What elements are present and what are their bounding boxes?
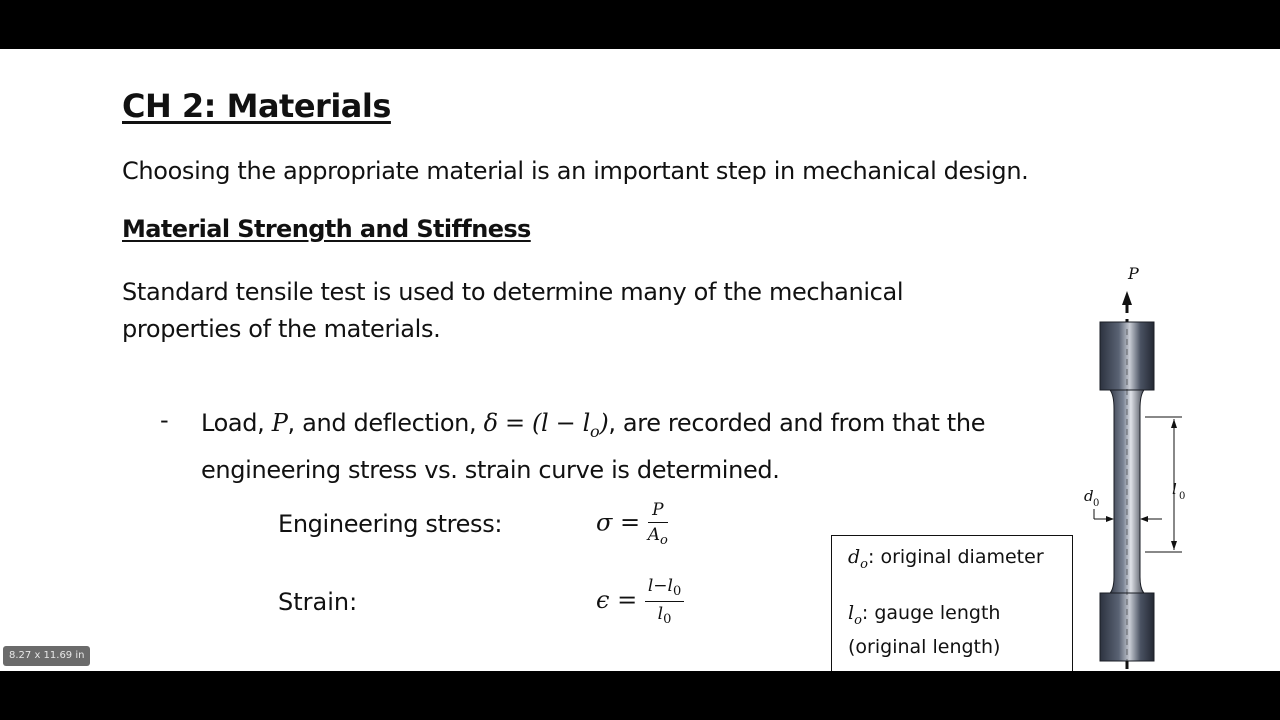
legend-l-text: : gauge length [861,602,1001,624]
stress-denominator-main: A [647,525,661,545]
load-label: P [1128,264,1139,283]
legend-gauge-length [848,602,1000,628]
legend-diameter [848,546,1044,572]
stress-formula [596,500,668,548]
stress-numerator: P [648,500,668,523]
bullet-text-load: Load, [201,409,272,437]
symbol-p: P [271,409,288,437]
document-page [0,49,1280,671]
gauge-length-subscript: 0 [1179,491,1186,502]
top-letterbox-bar [0,0,1280,49]
tensile-test-paragraph [122,274,903,348]
intro-text: Choosing the appropriate material is an important step in mechanical design. [122,157,1029,185]
gauge-length-label: l [1172,480,1177,498]
engineering-stress-label: Engineering stress: [278,510,503,538]
page-size-badge: 8.27 x 11.69 in [3,646,90,666]
strain-fraction [645,576,684,627]
legend-d-symbol: d [848,546,861,568]
deflection-subscript: o [590,422,600,441]
load-arrow-icon [1122,291,1132,305]
stress-denominator-subscript: o [660,533,668,548]
diameter-arrow-left-icon [1140,516,1148,522]
stress-fraction [648,500,668,548]
legend-d-text: : original diameter [868,546,1044,568]
legend-l-subscript: o [854,613,862,628]
strain-denominator-main: l [657,604,664,624]
strain-numerator-main: l−l [647,576,673,596]
diameter-subscript: 0 [1093,498,1100,509]
section-heading: Material Strength and Stiffness [122,215,531,243]
strain-numerator-subscript: 0 [672,584,682,599]
legend-original-length: (original length) [848,636,1001,658]
strain-denominator-subscript: 0 [663,612,672,627]
load-deflection-bullet [201,404,985,489]
tensile-specimen-figure [1070,209,1200,671]
strain-label: Strain: [278,588,358,616]
bullet-text-deflection: , and deflection, [287,409,484,437]
legend-l-symbol: l [848,602,855,624]
strain-denominator [645,602,684,627]
paragraph-line-1: Standard tensile test is used to determine many of the mechanical [122,278,904,306]
strain-numerator [645,576,684,602]
bullet-line-2: engineering stress vs. strain curve is determined. [201,456,780,484]
legend-d-subscript: o [860,557,868,572]
bullet-line-1 [201,404,985,451]
stress-lhs: σ = [596,508,648,537]
diameter-label: d [1084,487,1094,505]
symbol-legend-box [831,535,1073,671]
deflection-close-paren: ) [599,409,609,437]
bullet-marker: - [160,406,169,434]
deflection-expression: δ = (l − l [483,409,591,437]
gauge-length-arrow-up-icon [1171,419,1177,428]
strain-formula [596,576,684,627]
page-title: CH 2: Materials [122,87,391,125]
paragraph-line-2: properties of the materials. [122,315,441,343]
strain-lhs: ϵ = [596,586,645,614]
bottom-letterbox-bar [0,671,1280,720]
diameter-arrow-right-icon [1106,516,1114,522]
gauge-length-arrow-down-icon [1171,541,1177,550]
stress-denominator [648,523,668,548]
bullet-text-tail: , are recorded and from that the [608,409,986,437]
